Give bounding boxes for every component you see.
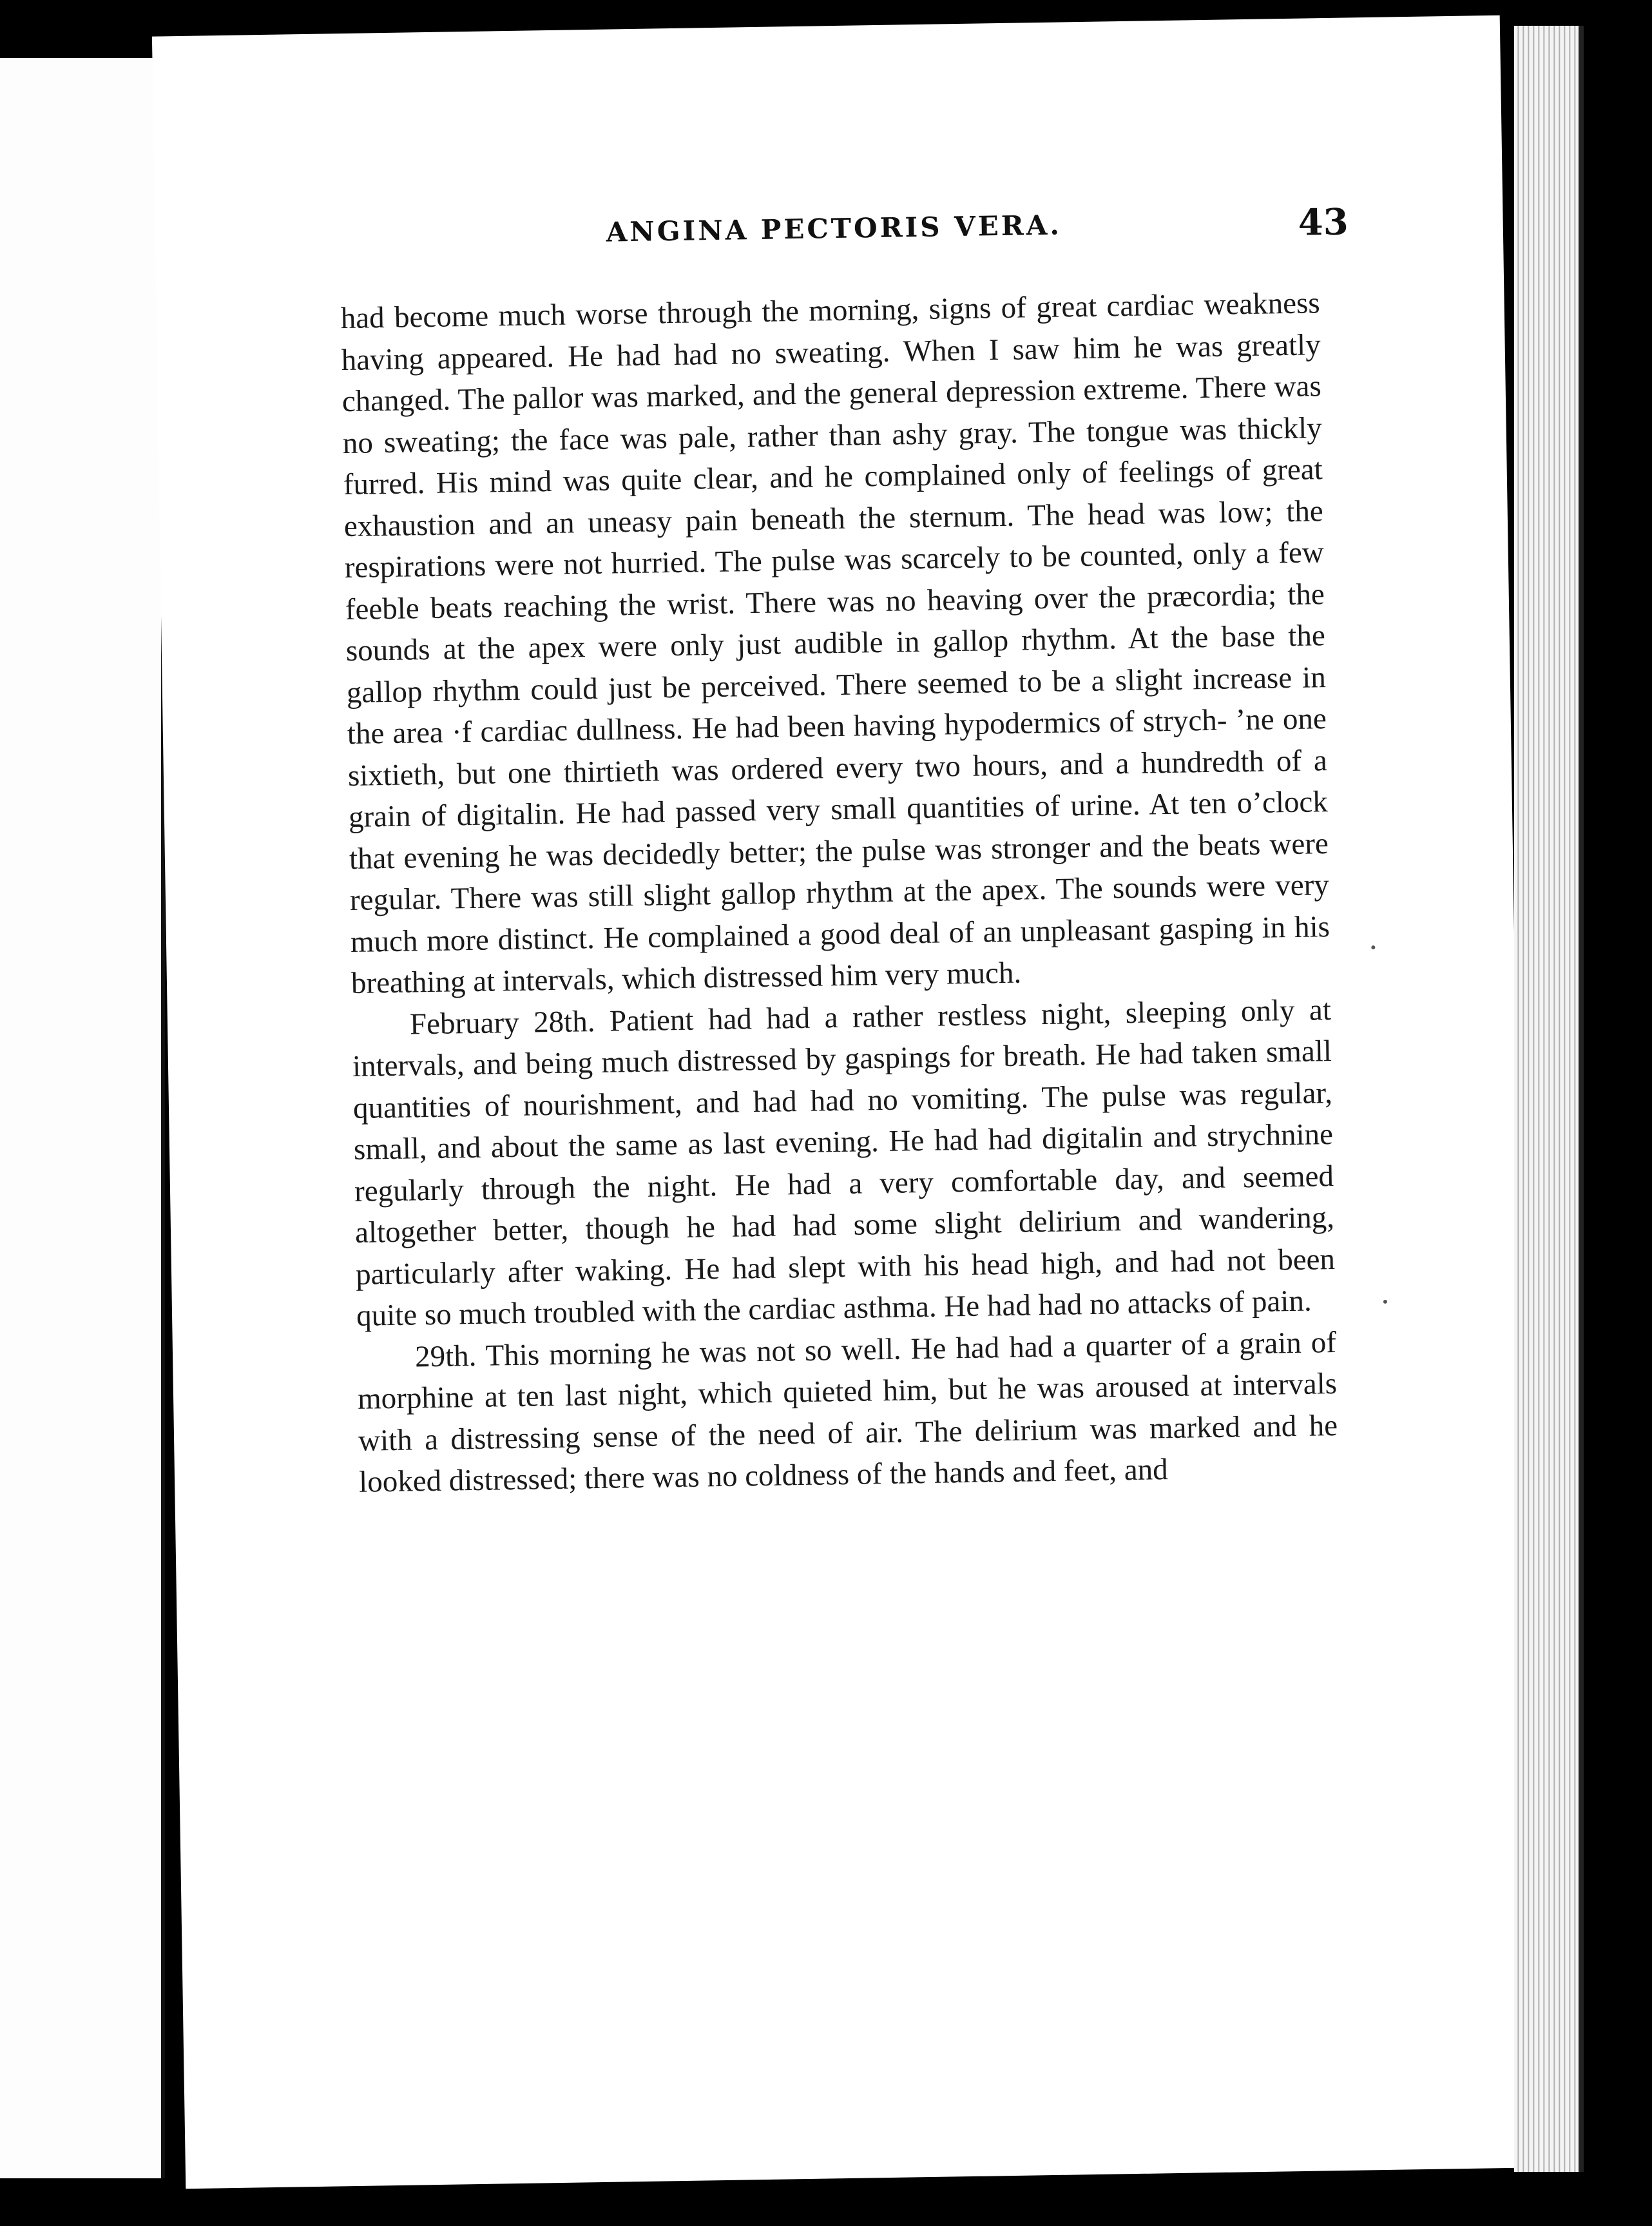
scan-speck [1371, 945, 1375, 949]
paragraph-1: had become much worse through the morning, signs of great cardiac weakness having appeared. He had had no sweating. When I saw him he was greatly changed. The pallor was marked, and the general depression extreme. There was no sweating; the face was pale, rather than ashy gray. The tongue was thickly furred. His mind was quite clear, and he complained only of feelings of great exhaustion and an uneasy pain beneath the sternum. The head was low; the respirations were not hurried. The pulse was scarcely to be counted, only a few feeble beats reaching the wrist. There was no heaving over the præcordia; the sounds at the apex were only just audible in gallop rhythm. At the base the gallop rhythm could just be perceived. There seemed to be a slight increase in the area ·f cardiac dullness. He had been having hypodermics of strych- ’ne one sixtieth, but one thirtieth was ordered every two hours, and a hundredth of a grain of digitalin. He had passed very small quantities of urine. At ten o’clock that evening he was decidedly better; the pulse was stronger and the beats were regular. There was still slight gallop rhythm at the apex. The sounds were very much more distinct. He complained a good deal of an unpleasant gasping in his breathing at intervals, which distressed him very much. [340, 286, 1330, 1000]
page-stack-edge [1514, 26, 1584, 2172]
paragraph-2: February 28th. Patient had had a rather restless night, sleeping only at intervals, and being much distressed by gaspings for breath. He had taken small quantities of nourishment, and had had no vomiting. The pulse was regular, small, and about the same as last evening. He had had digitalin and strychnine regularly through the night. He had a very comfortable day, and seemed altogether better, though he had had some slight delirium and wandering, particularly after waking. He had slept with his head high, and had not been quite so much troubled with the cardiac asthma. He had had no attacks of pain. [352, 992, 1336, 1333]
facing-page-edge [0, 58, 165, 2178]
running-head [155, 202, 1503, 275]
running-head-title: ANGINA PECTORIS VERA. [606, 209, 1062, 248]
paragraph-3: 29th. This morning he was not so well. He had had a quarter of a grain of morphine at ten last night, which quieted him, but he was aroused at intervals with a distressing sense of the need of air. The delirium was marked and he looked distressed; there was no coldness of the hands and feet, and [357, 1325, 1338, 1499]
body-text [340, 282, 1338, 1503]
scan-speck [1383, 1300, 1387, 1304]
page-number: 43 [1298, 200, 1349, 244]
book-page [152, 15, 1533, 2189]
